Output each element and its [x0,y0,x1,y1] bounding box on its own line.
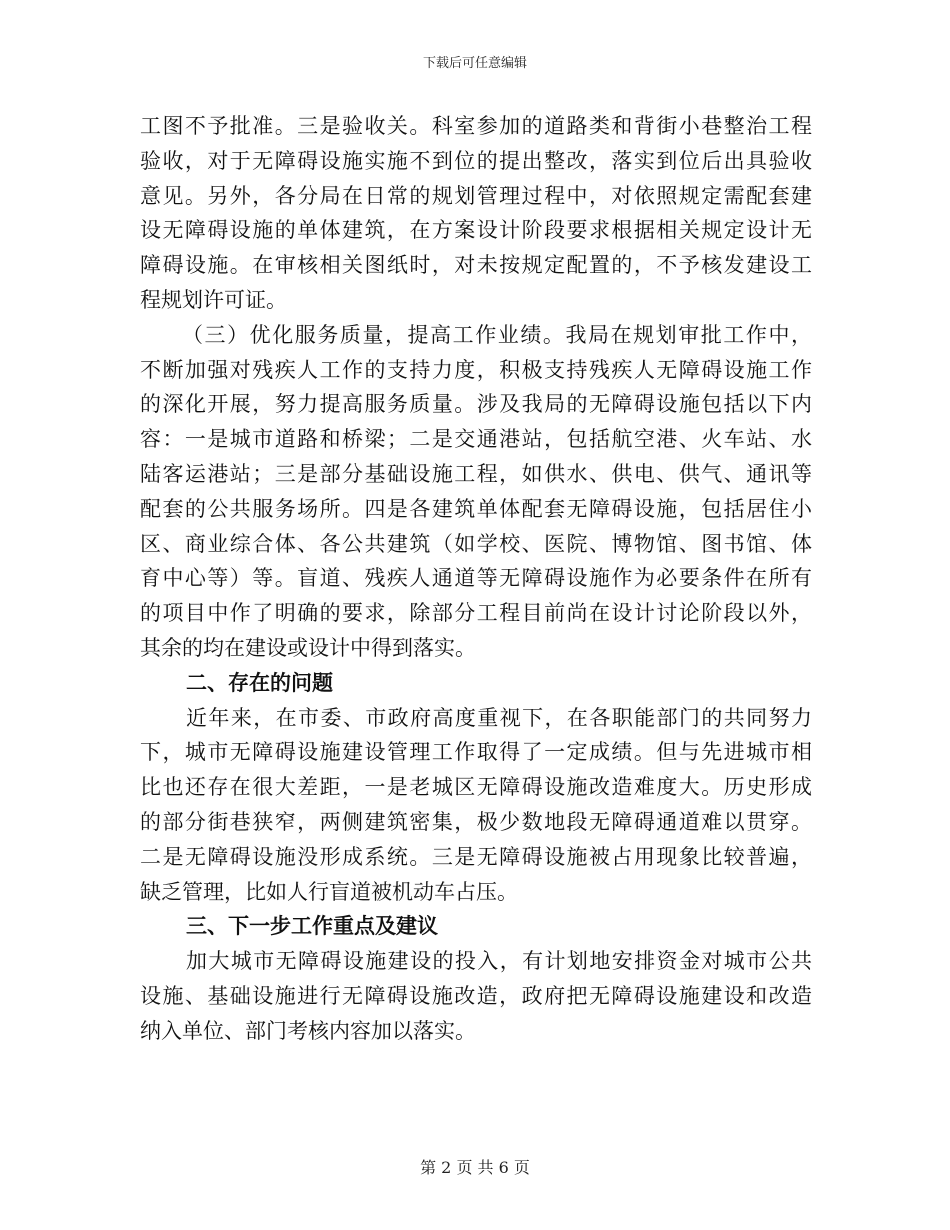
text-line: 的项目中作了明确的要求，除部分工程目前尚在设计讨论阶段以外， [140,601,812,626]
text-line: 配套的公共服务场所。四是各建筑单体配套无障碍设施，包括居住小 [140,496,812,521]
text-line: 程规划许可证。 [140,287,287,312]
text-line: 验收，对于无障碍设施实施不到位的提出整改，落实到位后出具验收 [140,148,812,173]
text-line: 缺乏管理，比如人行盲道被机动车占压。 [140,879,518,904]
text-line: 工图不予批准。三是验收关。科室参加的道路类和背街小巷整治工程 [140,114,812,138]
text-line: （三）优化服务质量，提高工作业绩。我局在规划审批工作中， [182,322,812,347]
paragraph [140,944,812,1048]
paragraph [140,701,812,910]
section-heading: 二、存在的问题 [186,669,333,695]
document-body [140,109,812,1049]
text-line: 二是无障碍设施没形成系统。三是无障碍设施被占用现象比较普遍， [140,844,812,869]
text-line: 容：一是城市道路和桥梁；二是交通港站，包括航空港、火车站、水 [140,427,812,452]
text-line: 设施、基础设施进行无障碍设施改造，政府把无障碍设施建设和改造 [140,983,812,1008]
section-heading: 三、下一步工作重点及建议 [186,913,438,939]
paragraph [140,109,812,318]
page-number: 第 2 页 共 6 页 [420,1158,530,1177]
text-line: 育中心等）等。盲道、残疾人通道等无障碍设施作为必要条件在所有 [140,566,812,591]
page-header-note: 下载后可任意编辑 [422,56,527,71]
text-line: 其余的均在建设或设计中得到落实。 [140,635,476,660]
text-line: 不断加强对残疾人工作的支持力度，积极支持残疾人无障碍设施工作 [140,357,812,382]
text-line: 下，城市无障碍设施建设管理工作取得了一定成绩。但与先进城市相 [140,740,812,765]
text-line: 意见。另外，各分局在日常的规划管理过程中，对依照规定需配套建 [140,183,812,208]
text-line: 陆客运港站；三是部分基础设施工程，如供水、供电、供气、通讯等 [140,461,812,486]
text-line: 的深化开展，努力提高服务质量。涉及我局的无障碍设施包括以下内 [140,392,812,417]
text-line: 的部分街巷狭窄，两侧建筑密集，极少数地段无障碍通道难以贯穿。 [140,809,812,834]
text-line: 障碍设施。在审核相关图纸时，对未按规定配置的，不予核发建设工 [140,253,812,278]
text-line: 纳入单位、部门考核内容加以落实。 [140,1018,476,1043]
text-line: 设无障碍设施的单体建筑，在方案设计阶段要求根据相关规定设计无 [140,218,812,243]
text-line: 近年来，在市委、市政府高度重视下，在各职能部门的共同努力 [186,705,812,730]
text-line: 比也还存在很大差距，一是老城区无障碍设施改造难度大。历史形成 [140,775,812,800]
paragraph [140,318,812,666]
text-line: 区、商业综合体、各公共建筑（如学校、医院、博物馆、图书馆、体 [140,531,812,556]
text-line: 加大城市无障碍设施建设的投入，有计划地安排资金对城市公共 [186,949,812,974]
